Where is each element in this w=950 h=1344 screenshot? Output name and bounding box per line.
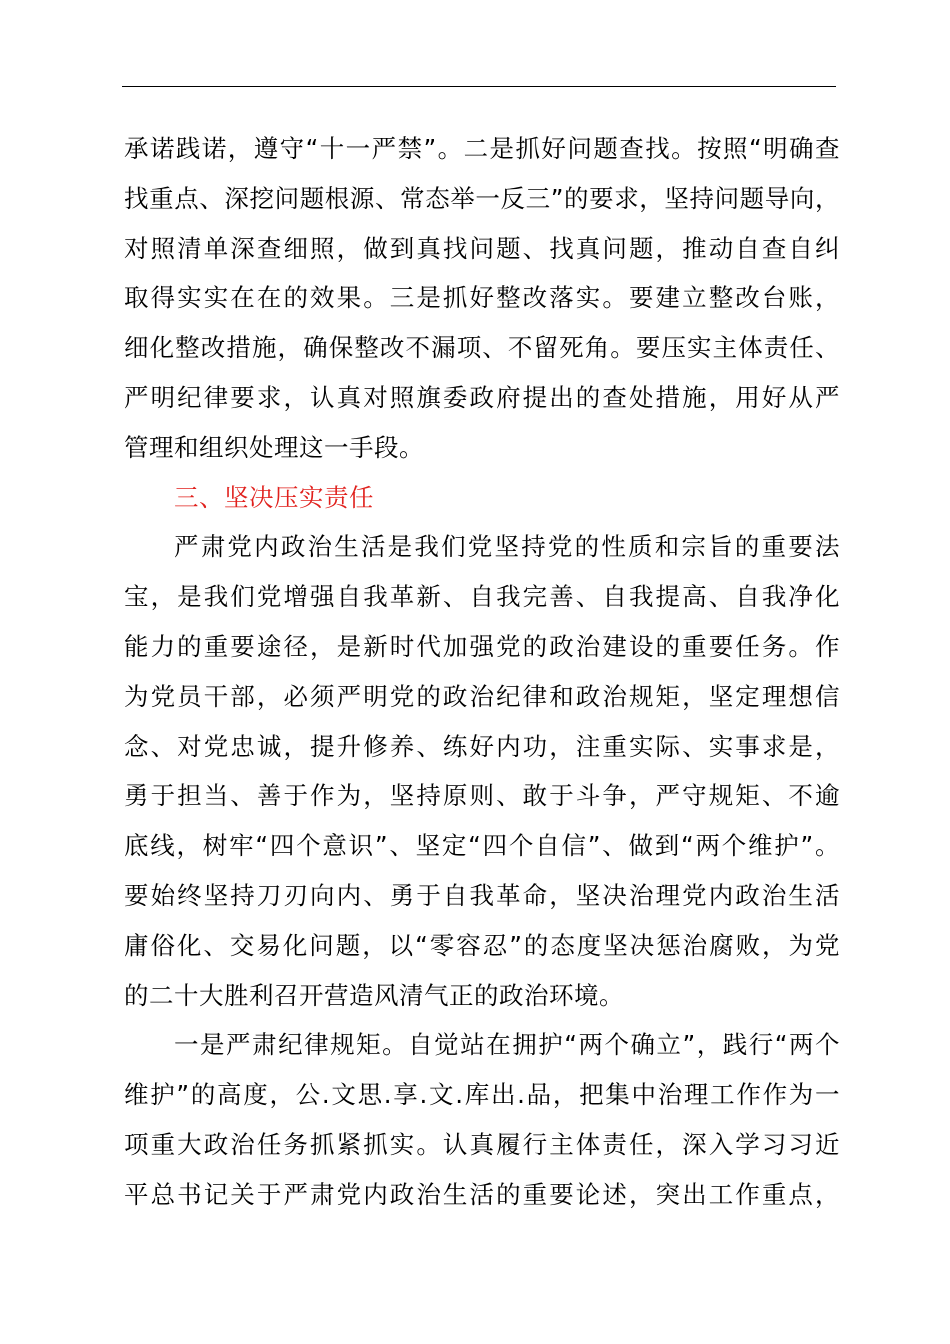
- text-line: 的二十大胜利召开营造风清气正的政治环境。: [124, 980, 624, 1010]
- text-line: 维护”的高度，公.文思.享.文.库出.品，把集中治理工作作为一: [124, 1080, 840, 1110]
- text-line: 底线，树牢“四个意识”、坚定“四个自信”、做到“两个维护”。: [124, 831, 840, 861]
- text-line: 管理和组织处理这一手段。: [124, 432, 424, 462]
- text-line: 能力的重要途径，是新时代加强党的政治建设的重要任务。作: [124, 631, 840, 661]
- text-line: 勇于担当、善于作为，坚持原则、敢于斗争，严守规矩、不逾: [124, 781, 840, 811]
- text-line: 平总书记关于严肃党内政治生活的重要论述，突出工作重点，: [124, 1179, 840, 1209]
- text-line: 为党员干部，必须严明党的政治纪律和政治规矩，坚定理想信: [124, 681, 840, 711]
- text-line: 严肃党内政治生活是我们党坚持党的性质和宗旨的重要法: [174, 532, 840, 562]
- text-line: 承诺践诺，遵守“十一严禁”。二是抓好问题查找。按照“明确查: [124, 134, 840, 163]
- text-line: 念、对党忠诚，提升修养、练好内功，注重实际、实事求是，: [124, 731, 840, 761]
- document-body: [124, 124, 840, 1220]
- text-line: 找重点、深挖问题根源、常态举一反三”的要求，坚持问题导向，: [124, 183, 840, 213]
- text-line: 严明纪律要求，认真对照旗委政府提出的查处措施，用好从严: [124, 382, 840, 412]
- header-rule: [122, 86, 836, 87]
- text-line: 细化整改措施，确保整改不漏项、不留死角。要压实主体责任、: [124, 333, 840, 363]
- text-line: 庸俗化、交易化问题，以“零容忍”的态度坚决惩治腐败，为党: [124, 930, 840, 960]
- text-line: 要始终坚持刀刃向内、勇于自我革命，坚决治理党内政治生活: [124, 880, 840, 910]
- section-heading: 三、坚决压实责任: [174, 482, 374, 512]
- text-line: 项重大政治任务抓紧抓实。认真履行主体责任，深入学习习近: [124, 1129, 840, 1159]
- text-line: 一是严肃纪律规矩。自觉站在拥护“两个确立”，践行“两个: [174, 1030, 840, 1060]
- text-line: 宝，是我们党增强自我革新、自我完善、自我提高、自我净化: [124, 582, 840, 612]
- text-line: 取得实实在在的效果。三是抓好整改落实。要建立整改台账，: [124, 283, 840, 313]
- text-line: 对照清单深查细照，做到真找问题、找真问题，推动自查自纠: [124, 233, 840, 263]
